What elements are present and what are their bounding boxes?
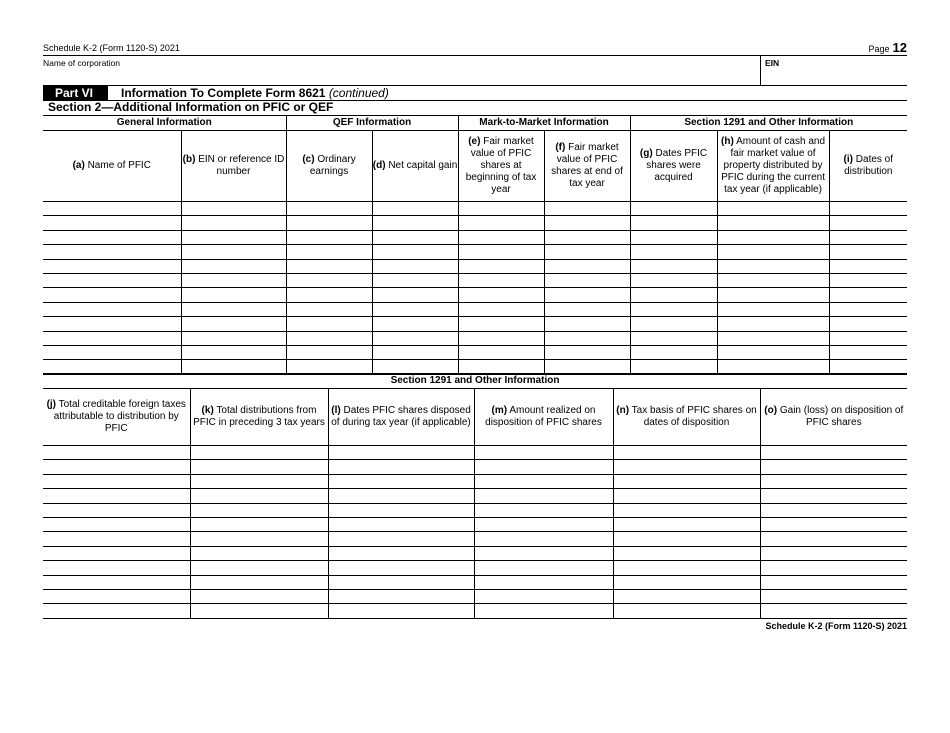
input-cell[interactable]: [328, 446, 474, 460]
input-cell[interactable]: [286, 245, 372, 259]
table-row: [43, 532, 907, 546]
part-label: Part VI: [43, 86, 108, 100]
input-cell[interactable]: [43, 288, 181, 302]
input-cell[interactable]: [372, 245, 458, 259]
input-cell[interactable]: [544, 245, 630, 259]
column-header-m: (m) Amount realized on disposition of PFIC shares: [474, 389, 613, 446]
input-cell[interactable]: [717, 345, 829, 359]
input-cell[interactable]: [43, 302, 181, 316]
input-cell[interactable]: [43, 604, 190, 618]
input-cell[interactable]: [181, 230, 286, 244]
pfic-table-2: [43, 373, 907, 619]
column-header-b: (b) EIN or reference ID number: [181, 131, 286, 202]
input-cell[interactable]: [43, 532, 190, 546]
input-cell[interactable]: [717, 331, 829, 345]
column-header-d: (d) Net capital gain: [372, 131, 458, 202]
input-cell[interactable]: [43, 331, 181, 345]
input-cell[interactable]: [43, 546, 190, 560]
input-cell[interactable]: [829, 273, 907, 287]
input-cell[interactable]: [190, 517, 328, 531]
input-cell[interactable]: [613, 460, 760, 474]
input-cell[interactable]: [286, 288, 372, 302]
input-cell[interactable]: [630, 202, 717, 216]
input-cell[interactable]: [181, 259, 286, 273]
input-cell[interactable]: [474, 474, 613, 488]
input-cell[interactable]: [372, 317, 458, 331]
table-row: [43, 245, 907, 259]
input-cell[interactable]: [43, 575, 190, 589]
input-cell[interactable]: [613, 561, 760, 575]
input-cell[interactable]: [181, 317, 286, 331]
input-cell[interactable]: [544, 302, 630, 316]
input-cell[interactable]: [458, 230, 544, 244]
input-cell[interactable]: [458, 302, 544, 316]
input-cell[interactable]: [328, 503, 474, 517]
group-qef-information: QEF Information: [286, 116, 458, 131]
input-cell[interactable]: [328, 589, 474, 603]
input-cell[interactable]: [181, 273, 286, 287]
input-cell[interactable]: [474, 589, 613, 603]
input-cell[interactable]: [286, 317, 372, 331]
input-cell[interactable]: [190, 532, 328, 546]
input-cell[interactable]: [474, 575, 613, 589]
input-cell[interactable]: [190, 604, 328, 618]
input-cell[interactable]: [613, 546, 760, 560]
input-cell[interactable]: [630, 331, 717, 345]
input-cell[interactable]: [286, 273, 372, 287]
input-cell[interactable]: [286, 216, 372, 230]
page-label: Page: [868, 44, 890, 54]
group-general-information: General Information: [43, 116, 286, 131]
input-cell[interactable]: [474, 489, 613, 503]
table-row: [43, 489, 907, 503]
column-header-l: (l) Dates PFIC shares disposed of during tax year (if applicable): [328, 389, 474, 446]
input-cell[interactable]: [458, 216, 544, 230]
input-cell[interactable]: [286, 202, 372, 216]
input-cell[interactable]: [829, 230, 907, 244]
input-cell[interactable]: [43, 245, 181, 259]
header-rule: [43, 55, 907, 56]
table-row: [43, 446, 907, 460]
input-cell[interactable]: [613, 517, 760, 531]
ein-divider: [760, 55, 761, 85]
input-cell[interactable]: [43, 202, 181, 216]
input-cell[interactable]: [190, 546, 328, 560]
input-cell[interactable]: [43, 273, 181, 287]
table-row: [43, 302, 907, 316]
input-cell[interactable]: [458, 288, 544, 302]
input-cell[interactable]: [544, 202, 630, 216]
input-cell[interactable]: [829, 317, 907, 331]
input-cell[interactable]: [544, 345, 630, 359]
input-cell[interactable]: [630, 317, 717, 331]
input-cell[interactable]: [328, 604, 474, 618]
table-row: [43, 288, 907, 302]
input-cell[interactable]: [760, 460, 907, 474]
table-row: [43, 259, 907, 273]
input-cell[interactable]: [190, 575, 328, 589]
column-header-n: (n) Tax basis of PFIC shares on dates of disposition: [613, 389, 760, 446]
input-cell[interactable]: [474, 532, 613, 546]
input-cell[interactable]: [474, 503, 613, 517]
input-cell[interactable]: [630, 216, 717, 230]
input-cell[interactable]: [458, 331, 544, 345]
table-row: [43, 317, 907, 331]
input-cell[interactable]: [458, 345, 544, 359]
input-cell[interactable]: [630, 345, 717, 359]
input-cell[interactable]: [717, 302, 829, 316]
ein-label: EIN: [765, 58, 780, 68]
column-header-c: (c) Ordinary earnings: [286, 131, 372, 202]
column-header-e: (e) Fair market value of PFIC shares at beginning of tax year: [458, 131, 544, 202]
input-cell[interactable]: [181, 302, 286, 316]
section-title: Section 2—Additional Information on PFIC or QEF: [48, 100, 334, 114]
input-cell[interactable]: [613, 489, 760, 503]
table-row: [43, 273, 907, 287]
form-name: Schedule K-2 (Form 1120-S) 2021: [43, 43, 180, 53]
input-cell[interactable]: [630, 230, 717, 244]
input-cell[interactable]: [372, 302, 458, 316]
input-cell[interactable]: [717, 230, 829, 244]
input-cell[interactable]: [544, 216, 630, 230]
input-cell[interactable]: [43, 230, 181, 244]
input-cell[interactable]: [717, 273, 829, 287]
group-mark-to-market: Mark-to-Market Information: [458, 116, 630, 131]
input-cell[interactable]: [286, 345, 372, 359]
input-cell[interactable]: [717, 259, 829, 273]
input-cell[interactable]: [613, 474, 760, 488]
input-cell[interactable]: [43, 446, 190, 460]
input-cell[interactable]: [760, 532, 907, 546]
input-cell[interactable]: [190, 489, 328, 503]
name-of-corporation-label: Name of corporation: [43, 58, 121, 68]
input-cell[interactable]: [328, 532, 474, 546]
input-cell[interactable]: [286, 230, 372, 244]
input-cell[interactable]: [181, 202, 286, 216]
column-header-k: (k) Total distributions from PFIC in preceding 3 tax years: [190, 389, 328, 446]
input-cell[interactable]: [630, 245, 717, 259]
input-cell[interactable]: [190, 503, 328, 517]
input-cell[interactable]: [760, 589, 907, 603]
table-row: [43, 202, 907, 216]
input-cell[interactable]: [474, 460, 613, 474]
column-header-a: (a) Name of PFIC: [43, 131, 181, 202]
table-row: [43, 503, 907, 517]
input-cell[interactable]: [630, 259, 717, 273]
input-cell[interactable]: [372, 259, 458, 273]
input-cell[interactable]: [717, 202, 829, 216]
input-cell[interactable]: [717, 288, 829, 302]
input-cell[interactable]: [328, 460, 474, 474]
table-row: [43, 546, 907, 560]
input-cell[interactable]: [458, 202, 544, 216]
input-cell[interactable]: [829, 245, 907, 259]
table-row: [43, 517, 907, 531]
input-cell[interactable]: [630, 302, 717, 316]
input-cell[interactable]: [181, 245, 286, 259]
input-cell[interactable]: [190, 561, 328, 575]
table-row: [43, 345, 907, 359]
input-cell[interactable]: [613, 532, 760, 546]
input-cell[interactable]: [328, 546, 474, 560]
input-cell[interactable]: [43, 489, 190, 503]
input-cell[interactable]: [717, 317, 829, 331]
input-cell[interactable]: [829, 202, 907, 216]
input-cell[interactable]: [613, 503, 760, 517]
input-cell[interactable]: [181, 288, 286, 302]
input-cell[interactable]: [372, 230, 458, 244]
input-cell[interactable]: [829, 345, 907, 359]
input-cell[interactable]: [544, 273, 630, 287]
input-cell[interactable]: [286, 331, 372, 345]
table-row: [43, 575, 907, 589]
input-cell[interactable]: [372, 345, 458, 359]
input-cell[interactable]: [372, 273, 458, 287]
input-cell[interactable]: [474, 546, 613, 560]
table-row: [43, 230, 907, 244]
input-cell[interactable]: [43, 259, 181, 273]
page-indicator: [869, 40, 908, 55]
input-cell[interactable]: [760, 517, 907, 531]
input-cell[interactable]: [544, 288, 630, 302]
input-cell[interactable]: [630, 288, 717, 302]
input-cell[interactable]: [328, 575, 474, 589]
input-cell[interactable]: [474, 517, 613, 531]
input-cell[interactable]: [286, 259, 372, 273]
table-row: [43, 561, 907, 575]
input-cell[interactable]: [613, 604, 760, 618]
input-cell[interactable]: [544, 259, 630, 273]
input-cell[interactable]: [43, 216, 181, 230]
pfic-table-1: [43, 115, 907, 375]
input-cell[interactable]: [43, 317, 181, 331]
input-cell[interactable]: [43, 561, 190, 575]
table-row: [43, 331, 907, 345]
page-number: 12: [892, 40, 907, 55]
input-cell[interactable]: [544, 317, 630, 331]
input-cell[interactable]: [829, 288, 907, 302]
input-cell[interactable]: [474, 561, 613, 575]
input-cell[interactable]: [829, 302, 907, 316]
input-cell[interactable]: [372, 288, 458, 302]
input-cell[interactable]: [474, 446, 613, 460]
input-cell[interactable]: [372, 216, 458, 230]
input-cell[interactable]: [190, 460, 328, 474]
input-cell[interactable]: [286, 302, 372, 316]
input-cell[interactable]: [181, 345, 286, 359]
input-cell[interactable]: [760, 546, 907, 560]
table-row: [43, 474, 907, 488]
input-cell[interactable]: [458, 245, 544, 259]
input-cell[interactable]: [458, 259, 544, 273]
table-row: [43, 216, 907, 230]
input-cell[interactable]: [760, 503, 907, 517]
input-cell[interactable]: [43, 460, 190, 474]
column-header-j: (j) Total creditable foreign taxes attributable to distribution by PFIC: [43, 389, 190, 446]
input-cell[interactable]: [613, 589, 760, 603]
input-cell[interactable]: [717, 245, 829, 259]
input-cell[interactable]: [328, 561, 474, 575]
input-cell[interactable]: [43, 474, 190, 488]
input-cell[interactable]: [474, 604, 613, 618]
input-cell[interactable]: [458, 317, 544, 331]
column-header-o: (o) Gain (loss) on disposition of PFIC shares: [760, 389, 907, 446]
input-cell[interactable]: [544, 331, 630, 345]
input-cell[interactable]: [190, 589, 328, 603]
input-cell[interactable]: [190, 474, 328, 488]
input-cell[interactable]: [328, 474, 474, 488]
group-section-1291-other: Section 1291 and Other Information: [43, 374, 907, 389]
input-cell[interactable]: [760, 489, 907, 503]
group-section-1291: Section 1291 and Other Information: [630, 116, 907, 131]
input-cell[interactable]: [372, 331, 458, 345]
input-cell[interactable]: [372, 202, 458, 216]
input-cell[interactable]: [43, 503, 190, 517]
table-row: [43, 589, 907, 603]
input-cell[interactable]: [760, 575, 907, 589]
input-cell[interactable]: [544, 230, 630, 244]
input-cell[interactable]: [328, 517, 474, 531]
input-cell[interactable]: [829, 259, 907, 273]
input-cell[interactable]: [328, 489, 474, 503]
footer-form-name: Schedule K-2 (Form 1120-S) 2021: [765, 621, 907, 631]
part-title: Information To Complete Form 8621 (continued): [121, 86, 389, 100]
table-row: [43, 604, 907, 618]
column-header-i: (i) Dates of distribution: [829, 131, 907, 202]
input-cell[interactable]: [760, 474, 907, 488]
input-cell[interactable]: [613, 446, 760, 460]
input-cell[interactable]: [829, 331, 907, 345]
input-cell[interactable]: [829, 216, 907, 230]
input-cell[interactable]: [458, 273, 544, 287]
input-cell[interactable]: [717, 216, 829, 230]
table-row: [43, 460, 907, 474]
input-cell[interactable]: [760, 561, 907, 575]
input-cell[interactable]: [760, 446, 907, 460]
column-header-f: (f) Fair market value of PFIC shares at end of tax year: [544, 131, 630, 202]
input-cell[interactable]: [43, 345, 181, 359]
input-cell[interactable]: [43, 589, 190, 603]
input-cell[interactable]: [613, 575, 760, 589]
input-cell[interactable]: [43, 517, 190, 531]
input-cell[interactable]: [181, 331, 286, 345]
input-cell[interactable]: [760, 604, 907, 618]
input-cell[interactable]: [190, 446, 328, 460]
column-header-g: (g) Dates PFIC shares were acquired: [630, 131, 717, 202]
column-header-h: (h) Amount of cash and fair market value of property distributed by PFIC during the current tax year (if applicable): [717, 131, 829, 202]
input-cell[interactable]: [630, 273, 717, 287]
input-cell[interactable]: [181, 216, 286, 230]
